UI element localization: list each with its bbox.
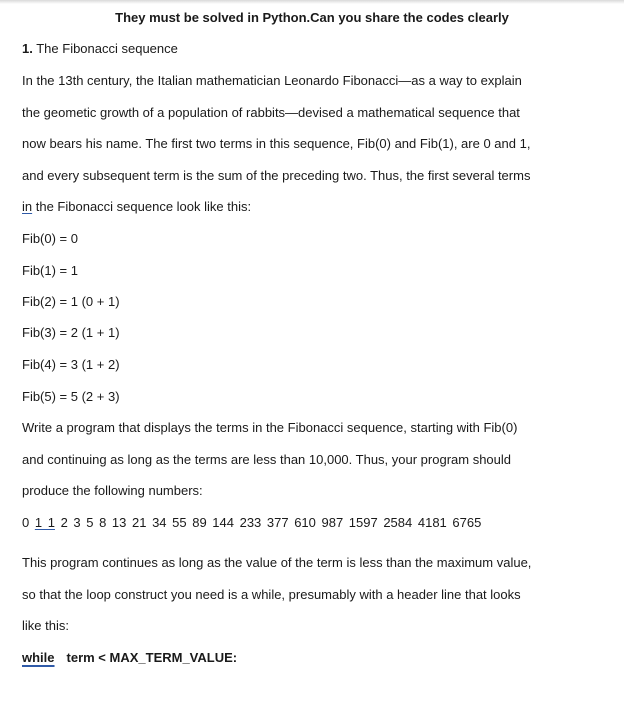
intro-line: In the 13th century, the Italian mathematician Leonardo Fibonacci—as a way to explain xyxy=(22,73,522,88)
loop-line: so that the loop construct you need is a while, presumably with a header line that looks xyxy=(22,587,521,602)
underlined-word: in xyxy=(22,199,33,214)
intro-line: and every subsequent term is the sum of the preceding two. Thus, the first several terms xyxy=(22,168,531,183)
fibonacci-output xyxy=(22,514,481,531)
section-number: 1. xyxy=(22,41,33,56)
section-title: The Fibonacci sequence xyxy=(36,41,178,56)
page-top-edge xyxy=(0,0,624,4)
fib-term: Fib(0) = 0 xyxy=(22,231,78,246)
sequence-underlined: 1 1 xyxy=(34,515,55,530)
fib-term: Fib(2) = 1 (0 + 1) xyxy=(22,294,120,309)
page-title: They must be solved in Python.Can you share the codes clearly xyxy=(115,10,509,25)
intro-line: the geometic growth of a population of rabbits—devised a mathematical sequence that xyxy=(22,105,520,120)
fib-term: Fib(4) = 3 (1 + 2) xyxy=(22,357,120,372)
fib-term: Fib(3) = 2 (1 + 1) xyxy=(22,325,120,340)
loop-line: like this: xyxy=(22,618,69,633)
intro-line: now bears his name. The first two terms in this sequence, Fib(0) and Fib(1), are 0 and 1, xyxy=(22,136,531,151)
sequence-first: 0 xyxy=(22,515,30,530)
loop-condition: term < MAX_TERM_VALUE: xyxy=(66,650,238,665)
program-line: produce the following numbers: xyxy=(22,483,203,498)
loop-line: This program continues as long as the value of the term is less than the maximum value, xyxy=(22,555,532,570)
section-heading xyxy=(22,40,178,57)
intro-line-last xyxy=(22,198,251,215)
program-line: and continuing as long as the terms are less than 10,000. Thus, your program should xyxy=(22,452,511,467)
sequence-rest: 2 3 5 8 13 21 34 55 89 144 233 377 610 987 1597 2584 4181 6765 xyxy=(60,515,482,530)
code-header-line xyxy=(22,649,237,666)
while-keyword: while xyxy=(22,650,55,665)
fib-term: Fib(5) = 5 (2 + 3) xyxy=(22,389,120,404)
program-line: Write a program that displays the terms in the Fibonacci sequence, starting with Fib(0) xyxy=(22,420,518,435)
intro-line-rest: the Fibonacci sequence look like this: xyxy=(32,199,252,214)
fib-term: Fib(1) = 1 xyxy=(22,263,78,278)
